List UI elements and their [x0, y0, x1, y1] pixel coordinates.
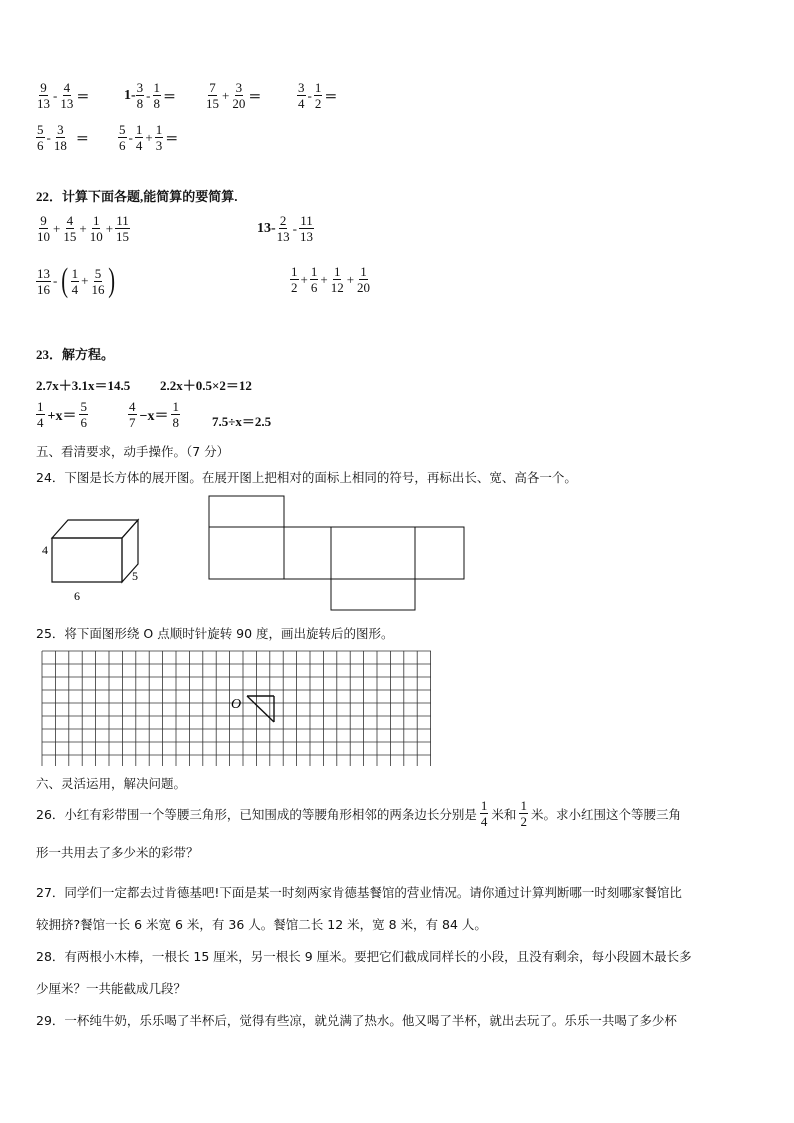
- operator: -: [292, 220, 298, 236]
- denominator: 16: [91, 281, 105, 297]
- numerator: 2: [279, 213, 287, 228]
- lead-number: 1-: [124, 87, 136, 103]
- operator: +: [81, 273, 89, 288]
- numerator: 1: [37, 399, 44, 414]
- operator: -: [46, 129, 51, 145]
- denominator: 4: [480, 814, 488, 829]
- denominator: 20: [357, 280, 371, 295]
- numerator: 1: [333, 264, 341, 279]
- q23-equation-1: 2.7x＋3.1x＝14.5: [36, 378, 131, 393]
- net-face-4: [415, 527, 464, 579]
- operator: +: [105, 220, 114, 236]
- operator: -: [128, 129, 133, 145]
- equals: ＝: [324, 89, 338, 104]
- numerator: 1: [480, 798, 488, 813]
- denominator: 4: [298, 96, 305, 111]
- denominator: 8: [172, 415, 179, 430]
- q26-text-post: 米。求小红围这个等腰三角: [530, 806, 681, 822]
- denominator: 16: [37, 281, 50, 297]
- denominator: 4: [135, 138, 143, 153]
- net-face-top: [209, 496, 284, 527]
- q28-line2: 少厘米？一共能截成几段？: [36, 981, 187, 996]
- denominator: 3: [155, 138, 163, 153]
- denominator: 15: [206, 96, 219, 111]
- numerator: 1: [314, 80, 322, 95]
- cuboid-front-face: [52, 538, 122, 582]
- numerator: 1: [360, 264, 367, 279]
- numerator: 1: [71, 265, 79, 281]
- q28-line1: 28．有两根小木棒，一根长 15 厘米，另一根长 9 厘米。要把它们截成同样长的小段，且没有剩余，每小段圆木最长多: [36, 949, 692, 964]
- denominator: 4: [71, 281, 79, 297]
- denominator: 13: [276, 229, 290, 244]
- numerator: 5: [80, 399, 87, 414]
- denominator: 18: [53, 138, 67, 153]
- rotation-grid: [41, 650, 434, 770]
- numerator: 7: [209, 80, 216, 95]
- q27-line1: 27．同学们一定都去过肯德基吧!下面是某一时刻两家肯德基餐馆的营业情况。请你通过计算判断哪一时刻哪家餐馆比: [36, 885, 682, 900]
- numerator: 1: [291, 264, 298, 279]
- denominator: 2: [291, 280, 298, 295]
- numerator: 4: [63, 80, 71, 95]
- section-5-heading: 五、看清要求，动手操作。（7 分）: [36, 444, 230, 459]
- numerator: 4: [129, 399, 136, 414]
- denominator: 6: [37, 138, 44, 153]
- denominator: 7: [129, 415, 136, 430]
- q26-text-pre: 26．小红有彩带围一个等腰三角形，已知围成的等腰角形相邻的两条边长分别是: [36, 806, 477, 822]
- q27-line2: 较拥挤?餐馆一长 6 米宽 6 米，有 36 人。餐馆二长 12 米，宽 8 米，有 84 人。: [36, 917, 487, 932]
- denominator: 15: [63, 229, 77, 244]
- denominator: 2: [314, 96, 322, 111]
- numerator: 3: [136, 80, 144, 95]
- numerator: 11: [300, 213, 313, 228]
- denominator: 13: [300, 229, 314, 244]
- equals: ＝: [76, 89, 90, 104]
- operator: -: [53, 87, 58, 103]
- q22-expr-1: [36, 213, 130, 244]
- denominator: 6: [119, 138, 126, 153]
- numerator: 1: [135, 122, 143, 137]
- operator: +: [79, 220, 87, 236]
- equals: ＝: [163, 89, 177, 104]
- denominator: 10: [37, 229, 50, 244]
- net-face-3: [331, 527, 415, 579]
- equation-middle: −x＝: [139, 408, 169, 424]
- denominator: 12: [330, 280, 344, 295]
- numerator: 1: [153, 80, 161, 95]
- numerator: 3: [298, 80, 305, 95]
- q26-line1: [36, 798, 681, 829]
- right-paren: ): [107, 262, 115, 299]
- operator: +: [53, 220, 61, 236]
- lead-number: 13-: [257, 220, 276, 236]
- q23-equation-3: [36, 399, 88, 430]
- denominator: 13: [60, 96, 74, 111]
- operator: -: [53, 273, 58, 288]
- equals: ＝: [165, 131, 179, 146]
- operator: +: [222, 87, 230, 103]
- numerator: 5: [119, 122, 126, 137]
- operator: +: [300, 271, 308, 287]
- q22-expr-2: [257, 213, 314, 244]
- numerator: 1: [155, 122, 163, 137]
- expr-row1-2: [124, 80, 178, 111]
- denominator: 6: [80, 415, 87, 430]
- length-label: 6: [74, 589, 80, 603]
- width-label: 5: [132, 569, 138, 583]
- section-6-heading: 六、灵活运用，解决问题。: [36, 776, 187, 791]
- q23-equation-2: 2.2x＋0.5×2＝12: [160, 378, 252, 393]
- height-label: 4: [42, 543, 48, 557]
- denominator: 6: [310, 280, 318, 295]
- equals: ＝: [75, 131, 89, 146]
- expr-row1-4: [297, 80, 339, 111]
- q29-line1: 29．一杯纯牛奶，乐乐喝了半杯后，觉得有些凉，就兑满了热水。他又喝了半杯，就出去玩了。乐乐一共喝了多少杯: [36, 1013, 677, 1028]
- numerator: 13: [37, 265, 50, 281]
- q23-equation-5: 7.5÷x＝2.5: [212, 414, 272, 429]
- numerator: 3: [57, 122, 64, 137]
- denominator: 20: [232, 96, 246, 111]
- q26-line2: 形一共用去了多少米的彩带？: [36, 845, 199, 860]
- numerator: 5: [94, 265, 102, 281]
- q23-equation-4: [128, 399, 180, 430]
- expr-row2-2: [118, 122, 180, 153]
- numerator: 11: [116, 213, 129, 228]
- numerator: 5: [37, 122, 44, 137]
- numerator: 1: [520, 798, 527, 813]
- denominator: 8: [153, 96, 161, 111]
- denominator: 8: [136, 96, 144, 111]
- expr-row2-1: [36, 122, 91, 153]
- q24-title: 24．下图是长方体的展开图。在展开图上把相对的面标上相同的符号，再标出长、宽、高各一个。: [36, 470, 577, 485]
- numerator: 3: [235, 80, 243, 95]
- expr-row1-3: [205, 80, 263, 111]
- q22-title: 22．计算下面各题,能简算的要简算.: [36, 189, 238, 204]
- expr-row1-1: [36, 80, 91, 111]
- operator: +: [145, 129, 153, 145]
- q23-title: 23．解方程。: [36, 347, 115, 362]
- cuboid-net: [205, 492, 471, 614]
- cuboid-figure: [36, 512, 156, 604]
- denominator: 4: [37, 415, 44, 430]
- q22-expr-4: [290, 264, 371, 295]
- numerator: 9: [40, 213, 47, 228]
- numerator: 1: [92, 213, 100, 228]
- point-o-label: O: [231, 697, 242, 712]
- denominator: 2: [520, 814, 527, 829]
- numerator: 1: [310, 264, 318, 279]
- denominator: 15: [116, 229, 130, 244]
- operator: +: [346, 271, 355, 287]
- equals: ＝: [248, 89, 262, 104]
- numerator: 1: [172, 399, 179, 414]
- numerator: 9: [40, 80, 47, 95]
- net-face-bottom: [331, 579, 415, 610]
- q25-title: 25．将下面图形绕 O 点顺时针旋转 90 度，画出旋转后的图形。: [36, 626, 394, 641]
- operator: -: [307, 87, 312, 103]
- q26-text-mid: 米和: [491, 806, 517, 822]
- operator: -: [146, 87, 151, 103]
- net-face-1: [209, 527, 284, 579]
- denominator: 13: [37, 96, 50, 111]
- operator: +: [320, 271, 328, 287]
- denominator: 10: [89, 229, 103, 244]
- equation-middle: +x＝: [47, 408, 77, 424]
- q22-expr-3: [36, 264, 117, 298]
- net-face-2: [284, 527, 331, 579]
- left-paren: (: [61, 262, 69, 299]
- numerator: 4: [66, 213, 74, 228]
